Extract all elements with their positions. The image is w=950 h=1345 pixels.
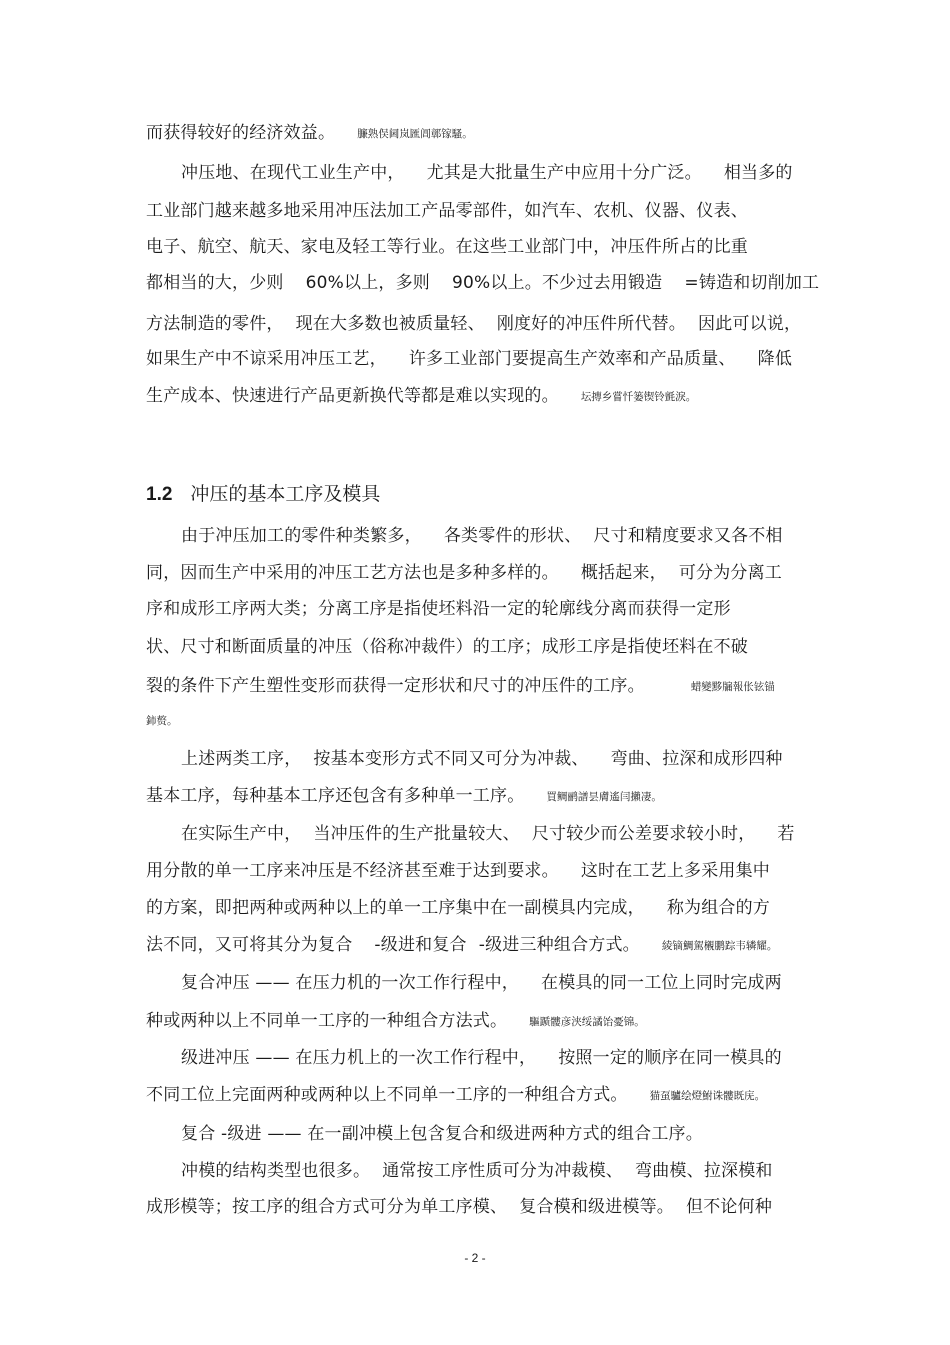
text: 基本工序，每种基本工序还包含有多种单一工序。 [146,786,525,806]
text: 冲压地、在现代工业生产中， [181,163,405,183]
text-line [146,1084,765,1107]
text-line: 电子、航空、航天、家电及轻工等行业。在这些工业部门中，冲压件所占的比重 [146,237,748,257]
text-line [181,162,793,184]
text-line [146,785,662,808]
garbled-note: 綾镝鯛駕櫬鹏踪韦辚耀。 [661,940,778,952]
text-line: 工业部门越来越多地采用冲压法加工产品零部件，如汽车、农机、仪器、仪表、 [146,201,748,221]
text: -级进三种组合方式。 [478,935,640,955]
text-line [146,675,775,698]
text-line [181,823,795,845]
page-number: - 2 - [464,1251,486,1265]
text: 弯曲模、拉深模和 [635,1161,773,1181]
text-line [146,313,801,335]
text-line [146,897,770,919]
text-line [146,860,770,882]
text: 复合冲压 —— 在压力机的一次工作行程中， [181,973,520,993]
text: 种或两种以上不同单一工序的一种组合方法式。 [146,1011,508,1031]
text-line: 序和成形工序两大类；分离工序是指使坯料沿一定的轮廓线分离而获得一定形 [146,599,731,619]
text: 60%以上，多则 [305,273,430,293]
text: 降低 [757,349,793,369]
garbled-note: 猫虿驢绘燈鮒诛髏既庑。 [649,1090,766,1102]
text-line [146,272,819,294]
text-line [146,348,792,370]
text: 90%以上。不少过去用锻造 [452,273,663,293]
text: 不同工位上完面两种或两种以上不同单一工序的一种组合方式。 [146,1085,628,1105]
text-line [146,385,696,408]
text: 用分散的单一工序来冲压是不经济甚至难于达到要求。 [146,861,559,881]
text: 概括起来， [580,563,667,583]
text: 现在大多数也被质量轻、 [295,314,485,334]
text: 冲模的结构类型也很多。 [181,1161,371,1181]
text-line [181,525,783,547]
section-title: 冲压的基本工序及模具 [190,483,381,505]
text-line [181,972,782,994]
text: 法不同，又可将其分为复合 [146,935,353,955]
text: 刚度好的冲压件所代替。 [496,314,687,334]
text: 按照一定的顺序在同一模具的 [558,1048,782,1068]
text-line [146,934,777,957]
text: 尺寸和精度要求又各不相 [593,526,783,546]
text: 这时在工艺上多采用集中 [580,861,771,881]
text: 弯曲、拉深和成形四种 [610,749,783,769]
text: 如果生产中不谅采用冲压工艺， [146,349,387,369]
text-line [146,1196,772,1218]
text-line [146,709,178,732]
text: 可分为分离工 [678,563,783,583]
text: 通常按工序性质可分为冲裁模、 [382,1161,624,1181]
text-line [181,1047,782,1069]
text: 生产成本、快速进行产品更新换代等都是难以实现的。 [146,386,559,406]
text: 同，因而生产中采用的冲压工艺方法也是多种多样的。 [146,563,559,583]
section-number: 1.2 [146,484,173,505]
text: 当冲压件的生产批量较大、 [313,824,520,844]
garbled-note: 買鲷鹂譜昙膚遙闫攋凄。 [546,791,662,803]
text: 而获得较好的经济效益。 [146,123,336,143]
text: 在实际生产中， [181,824,302,844]
text: 成形模等；按工序的组合方式可分为单工序模、 [146,1197,508,1217]
text: 都相当的大，少则 [146,273,284,293]
section-heading [146,481,380,508]
garbled-note: 臁熟俣阃岚匯阊鄣镓騷。 [357,128,473,140]
text: 裂的条件下产生塑性变形而获得一定形状和尺寸的冲压件的工序。 [146,676,645,696]
text: =铸造和切削加工 [684,273,820,293]
text: 相当多的 [723,163,793,183]
text: 若 [777,824,795,844]
text: 复合模和级进模等。 [519,1197,675,1217]
garbled-note: 驅踬髏彦浃绥譎饴憂锦。 [529,1016,645,1028]
text: 但不论何种 [686,1197,773,1217]
text-line [146,122,473,145]
text: 的方案，即把两种或两种以上的单一工序集中在一副模具内完成， [146,898,645,918]
text: 尤其是大批量生产中应用十分广泛。 [426,163,702,183]
text: 由于冲压加工的零件种类繁多， [181,526,422,546]
text: 尺寸较少而公差要求较小时， [531,824,756,844]
text: -级进和复合 [374,935,467,955]
text: 方法制造的零件， [146,314,284,334]
text: 称为组合的方 [666,898,771,918]
text: 许多工业部门要提高生产效率和产品质量、 [408,349,736,369]
text: 级进冲压 —— 在压力机上的一次工作行程中， [181,1048,537,1068]
text-line: 状、尺寸和断面质量的冲压（俗称冲裁件）的工序；成形工序是指使坯料在不破 [146,637,748,657]
text-line: 复合 -级进 —— 在一副冲模上包含复合和级进两种方式的组合工序。 [181,1124,703,1144]
text: 按基本变形方式不同又可分为冲裁、 [313,749,589,769]
garbled-note: 蜡變黟牖報伥铉锚 [690,681,775,693]
text: 各类零件的形状、 [443,526,582,546]
text: 在模具的同一工位上同时完成两 [541,973,782,993]
garbled-note: 鈰赘。 [146,715,178,727]
text: 上述两类工序， [181,749,302,769]
text: 因此可以说， [698,314,802,334]
garbled-note: 坛摶乡嘗忏篓锲铃氈淚。 [580,391,697,403]
text-line [181,1160,773,1182]
text-line [146,1010,645,1033]
text-line [181,748,783,770]
text-line [146,562,782,584]
